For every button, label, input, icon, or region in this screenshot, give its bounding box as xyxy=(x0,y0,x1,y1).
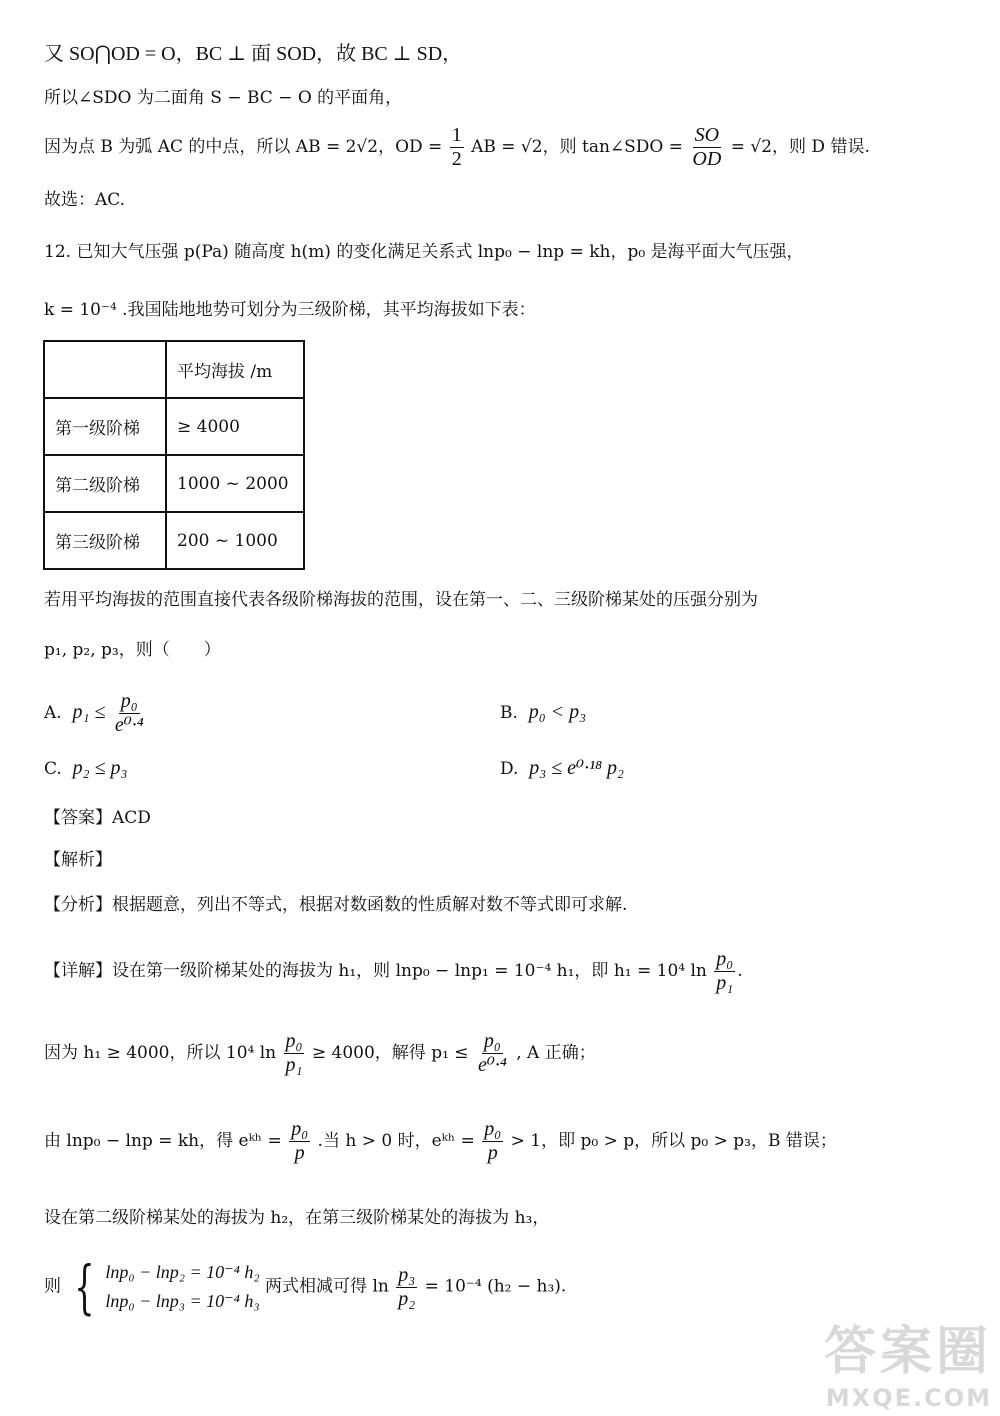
text-segment: 因为点 B 为弧 AC 的中点，所以 AB = 2√2，OD = xyxy=(44,137,443,157)
watermark xyxy=(824,1309,992,1412)
text-line-fractions xyxy=(44,124,870,171)
fraction xyxy=(476,1030,509,1077)
table-cell xyxy=(44,341,166,398)
question-text: p₁, p₂, p₃，则（ ） xyxy=(44,640,221,660)
fraction-half xyxy=(450,124,464,171)
answer: 【答案】ACD xyxy=(44,808,151,828)
denominator: p₂ xyxy=(398,1287,416,1310)
analysis-text: 【分析】根据题意，列出不等式，根据对数函数的性质解对数不等式即可求解. xyxy=(44,895,628,915)
numerator: SO xyxy=(694,124,720,146)
text-segment: 由 lnp₀ − lnp = kh，得 eᵏʰ = xyxy=(44,1131,282,1151)
detail-line: 设在第二级阶梯某处的海拔为 h₂，在第三级阶梯某处的海拔为 h₃， xyxy=(44,1208,550,1228)
table-row xyxy=(44,341,304,398)
numerator: p₀ xyxy=(484,1118,502,1140)
equation-system xyxy=(66,1253,260,1321)
question-text: 12. 已知大气压强 p(Pa) 随高度 h(m) 的变化满足关系式 lnp₀ − lnp = kh，p₀ 是海平面大气压强， xyxy=(44,242,804,262)
option-label: A. xyxy=(44,703,62,723)
option-label: D. xyxy=(500,759,519,779)
watermark-logo-text: 答案圈 xyxy=(823,1322,992,1382)
table-cell: 第一级阶梯 xyxy=(44,398,166,455)
detail-line xyxy=(44,1030,596,1077)
text-line: 又 SO⋂OD = O，BC ⊥ 面 SOD，故 BC ⊥ SD， xyxy=(44,43,463,65)
text-segment: 【详解】设在第一级阶梯某处的海拔为 h₁，则 lnp₀ − lnp₁ = 10⁻⁴ h₁，即 h₁ = 10⁴ ln xyxy=(44,961,707,981)
option-label: B. xyxy=(500,703,518,723)
fraction xyxy=(289,1118,310,1165)
text-segment: = √2，则 D 错误. xyxy=(730,137,870,157)
option-text: p₃ ≤ e⁰·¹⁸ p₂ xyxy=(529,757,624,779)
table-cell: 平均海拔 /m xyxy=(166,341,304,398)
text-segment: 因为 h₁ ≥ 4000，所以 10⁴ ln xyxy=(44,1043,277,1063)
denominator: OD xyxy=(692,148,722,170)
altitude-table xyxy=(43,340,305,570)
fraction xyxy=(396,1264,417,1311)
denominator: e⁰·⁴ xyxy=(114,714,144,736)
detail-line xyxy=(44,1118,837,1165)
numerator: p₃ xyxy=(398,1263,416,1286)
denominator: p₁ xyxy=(716,972,734,994)
option-text: p₁ ≤ xyxy=(72,701,106,723)
fraction xyxy=(113,690,146,737)
option-a xyxy=(44,690,148,737)
numerator: p₀ xyxy=(285,1030,303,1052)
numerator: p₀ xyxy=(291,1118,309,1140)
detail-line: 【详解】设在第一级阶梯某处的海拔为 h₁，则 lnp₀ − lnp₁ = 10⁻⁴ h₁，即 h₁ = 10⁴ ln $\frac{\text{p₀}}{\text{p₁}}$ . xyxy=(44,948,743,994)
table-cell: 第二级阶梯 xyxy=(44,455,166,512)
fraction xyxy=(482,1118,503,1165)
text-segment: 则 xyxy=(44,1276,61,1297)
denominator: p xyxy=(487,1142,498,1164)
table-cell: ≥ 4000 xyxy=(166,398,304,455)
table-cell: 1000 ~ 2000 xyxy=(166,455,304,512)
table-row xyxy=(44,512,304,569)
fraction xyxy=(284,1030,305,1077)
text-segment: 两式相减可得 ln xyxy=(265,1276,389,1297)
text-segment: > 1，即 p₀ > p，所以 p₀ > p₃，B 错误； xyxy=(510,1131,837,1151)
fraction xyxy=(714,948,735,995)
text-line: 故选：AC. xyxy=(44,190,126,210)
analysis-heading: 【解析】 xyxy=(44,850,112,870)
text-segment: AB = √2，则 tan∠SDO = xyxy=(471,137,684,157)
option-text: p₂ ≤ p₃ xyxy=(72,757,128,779)
option-text: p₀ < p₃ xyxy=(528,701,587,723)
equation-row: lnp₀ − lnp₂ = 10⁻⁴ h₂ xyxy=(105,1262,260,1283)
detail-line xyxy=(44,1253,567,1321)
fraction-so-od xyxy=(690,124,723,171)
text-segment: ≥ 4000，解得 p₁ ≤ xyxy=(311,1043,469,1063)
numerator: p₀ xyxy=(716,948,734,970)
denominator: p₁ xyxy=(285,1054,303,1076)
table-row xyxy=(44,455,304,512)
watermark-url: MXQE.COM xyxy=(825,1384,992,1412)
option-b xyxy=(500,700,586,724)
numerator: 1 xyxy=(451,124,462,146)
text-segment: .当 h > 0 时，eᵏʰ = xyxy=(317,1131,475,1151)
table-cell: 第三级阶梯 xyxy=(44,512,166,569)
denominator: p xyxy=(294,1142,305,1164)
text-segment: = 10⁻⁴ (h₂ − h₃). xyxy=(424,1276,567,1297)
text-segment: , A 正确； xyxy=(516,1043,596,1063)
table-cell: 200 ~ 1000 xyxy=(166,512,304,569)
question-text: k = 10⁻⁴ .我国陆地地势可划分为三级阶梯，其平均海拔如下表： xyxy=(44,300,536,320)
numerator: p₀ xyxy=(483,1030,501,1052)
option-c xyxy=(44,756,128,780)
table-row xyxy=(44,398,304,455)
denominator: 2 xyxy=(451,148,462,170)
question-text: 若用平均海拔的范围直接代表各级阶梯海拔的范围，设在第一、二、三级阶梯某处的压强分别为 xyxy=(44,590,758,610)
brace-symbol: { xyxy=(74,1253,96,1321)
text-line: 所以∠SDO 为二面角 S − BC − O 的平面角， xyxy=(44,88,403,108)
denominator: e⁰·⁴ xyxy=(477,1054,507,1076)
option-label: C. xyxy=(44,759,62,779)
numerator: p₀ xyxy=(120,690,138,712)
option-d xyxy=(500,756,624,780)
equation-row: lnp₀ − lnp₃ = 10⁻⁴ h₃ xyxy=(105,1291,260,1311)
